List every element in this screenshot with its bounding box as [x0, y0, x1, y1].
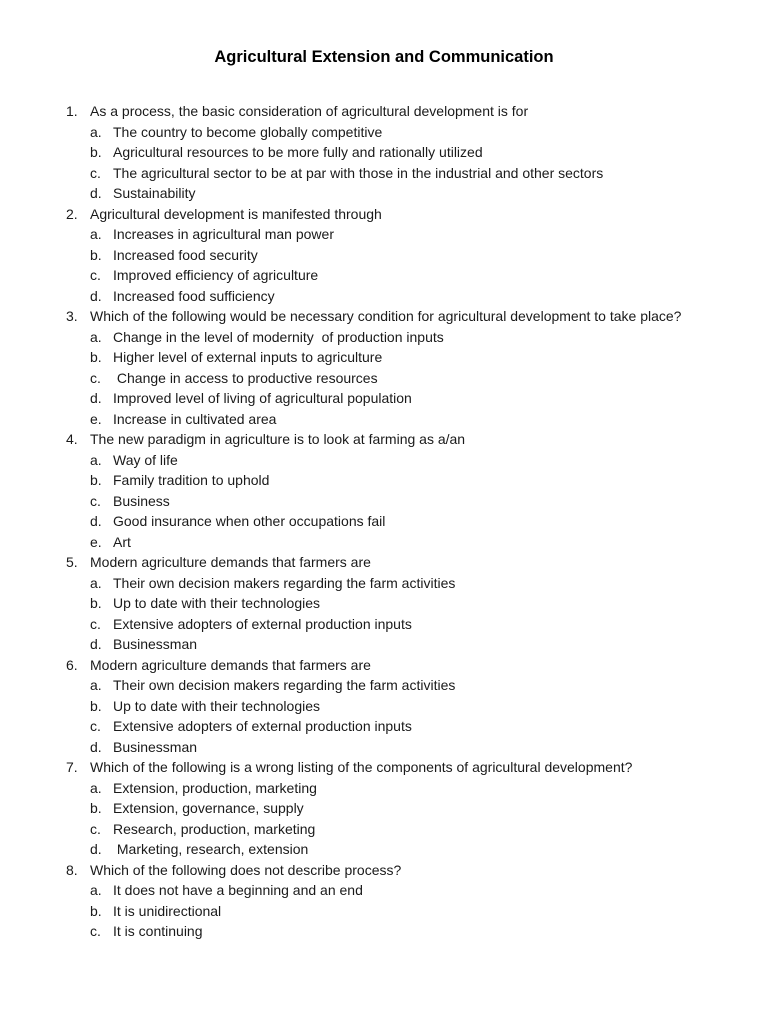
question-number: 2.	[66, 205, 78, 222]
option-list	[66, 573, 706, 655]
option-letter: c.	[90, 820, 101, 837]
question-item	[66, 429, 706, 552]
question-number: 1.	[66, 103, 78, 119]
option-letter: a.	[90, 677, 102, 693]
option-item	[90, 327, 706, 348]
option-item	[90, 901, 706, 922]
question-text: Which of the following would be necessary condition for agricultural development to take place?	[90, 308, 682, 324]
question-text: The new paradigm in agriculture is to look at farming as a/an	[90, 431, 466, 447]
option-item	[90, 819, 706, 840]
option-item	[90, 778, 706, 799]
question-text: Modern agriculture demands that farmers are	[90, 656, 371, 673]
option-text: Increased food sufficiency	[113, 287, 275, 304]
option-letter: c.	[90, 492, 101, 509]
option-item	[90, 511, 706, 532]
question-item	[66, 860, 706, 942]
option-item	[90, 183, 706, 204]
question-number: 3.	[66, 308, 78, 324]
option-letter: c.	[90, 718, 101, 734]
option-text: Extension, production, marketing	[113, 779, 317, 796]
question-row	[66, 306, 706, 327]
option-letter: d.	[90, 636, 102, 652]
option-letter: e.	[90, 410, 102, 427]
option-text: Extension, governance, supply	[113, 800, 304, 816]
option-text: Good insurance when other occupations fail	[113, 513, 386, 529]
option-text: Their own decision makers regarding the farm activities	[113, 677, 456, 693]
option-text: Higher level of external inputs to agriculture	[113, 349, 383, 365]
question-number: 6.	[66, 656, 78, 673]
option-list	[66, 327, 706, 430]
option-item	[90, 716, 706, 737]
document-title: Agricultural Extension and Communication	[214, 48, 554, 66]
option-letter: c.	[90, 923, 101, 939]
option-text: Improved level of living of agricultural population	[113, 390, 412, 406]
question-row	[66, 552, 706, 573]
option-text: Increases in agricultural man power	[113, 226, 334, 242]
option-item	[90, 921, 706, 942]
option-item	[90, 470, 706, 491]
question-item	[66, 655, 706, 758]
option-letter: a.	[90, 451, 102, 468]
option-text: Extensive adopters of external production inputs	[113, 718, 412, 734]
option-item	[90, 163, 706, 184]
option-item	[90, 737, 706, 758]
question-list	[66, 101, 706, 942]
option-text: Increased food security	[113, 246, 258, 263]
option-item	[90, 286, 706, 307]
option-letter: c.	[90, 615, 101, 632]
question-item	[66, 204, 706, 307]
question-row	[66, 757, 706, 778]
option-letter: b.	[90, 472, 102, 488]
question-number: 4.	[66, 431, 78, 447]
option-letter: b.	[90, 902, 102, 919]
option-letter: b.	[90, 246, 102, 263]
option-list	[66, 880, 706, 942]
option-item	[90, 450, 706, 471]
option-letter: a.	[90, 123, 102, 140]
option-letter: d.	[90, 841, 102, 857]
option-item	[90, 532, 706, 553]
option-item	[90, 265, 706, 286]
option-letter: d.	[90, 738, 102, 755]
option-text: Businessman	[113, 636, 198, 652]
option-letter: a.	[90, 328, 102, 345]
question-number: 5.	[66, 554, 78, 570]
option-text: It does not have a beginning and an end	[113, 882, 363, 898]
option-letter: d.	[90, 185, 102, 201]
option-text: It is unidirectional	[113, 902, 222, 919]
option-item	[90, 122, 706, 143]
option-letter: b.	[90, 800, 102, 816]
question-text: Agricultural development is manifested through	[90, 205, 382, 222]
question-item	[66, 101, 706, 204]
option-item	[90, 696, 706, 717]
option-text: Agricultural resources to be more fully and rationally utilized	[113, 144, 483, 160]
option-letter: c.	[90, 267, 101, 283]
option-item	[90, 675, 706, 696]
question-row	[66, 204, 706, 225]
question-item	[66, 757, 706, 860]
option-letter: a.	[90, 226, 102, 242]
option-letter: b.	[90, 349, 102, 365]
option-text: Way of life	[113, 451, 178, 468]
option-text: The agricultural sector to be at par with those in the industrial and other sectors	[113, 164, 604, 181]
question-text: Modern agriculture demands that farmers are	[90, 554, 371, 570]
question-row	[66, 860, 706, 881]
question-item	[66, 552, 706, 655]
option-item	[90, 839, 706, 860]
option-letter: b.	[90, 144, 102, 160]
option-letter: c.	[90, 164, 101, 181]
option-text: Family tradition to uphold	[113, 472, 270, 488]
option-list	[66, 450, 706, 553]
question-text: Which of the following does not describe process?	[90, 861, 402, 878]
option-list	[66, 224, 706, 306]
option-text: Change in the level of modernity of production inputs	[113, 328, 444, 345]
option-item	[90, 573, 706, 594]
question-row	[66, 655, 706, 676]
option-item	[90, 245, 706, 266]
option-text: Business	[113, 492, 170, 509]
option-text: It is continuing	[113, 923, 203, 939]
option-letter: d.	[90, 287, 102, 304]
option-text: Art	[113, 533, 131, 550]
question-text: As a process, the basic consideration of agricultural development is for	[90, 103, 529, 119]
option-text: Marketing, research, extension	[113, 841, 309, 857]
question-row	[66, 101, 706, 122]
option-text: The country to become globally competitive	[113, 123, 383, 140]
option-letter: d.	[90, 390, 102, 406]
option-list	[66, 122, 706, 204]
option-item	[90, 798, 706, 819]
option-item	[90, 491, 706, 512]
option-text: Increase in cultivated area	[113, 410, 277, 427]
option-letter: c.	[90, 369, 101, 386]
option-list	[66, 675, 706, 757]
option-item	[90, 347, 706, 368]
option-letter: a.	[90, 574, 102, 591]
option-text: Change in access to productive resources	[113, 369, 378, 386]
option-text: Up to date with their technologies	[113, 595, 321, 611]
option-item	[90, 224, 706, 245]
question-row	[66, 429, 706, 450]
question-number: 8.	[66, 861, 78, 878]
option-item	[90, 142, 706, 163]
option-item	[90, 614, 706, 635]
question-number: 7.	[66, 759, 78, 775]
option-text: Extensive adopters of external production inputs	[113, 615, 412, 632]
option-item	[90, 634, 706, 655]
option-item	[90, 409, 706, 430]
option-text: Their own decision makers regarding the farm activities	[113, 574, 456, 591]
question-text: Which of the following is a wrong listing of the components of agricultural development?	[90, 759, 633, 775]
option-text: Research, production, marketing	[113, 820, 316, 837]
option-letter: b.	[90, 697, 102, 714]
option-item	[90, 593, 706, 614]
option-letter: d.	[90, 513, 102, 529]
option-item	[90, 368, 706, 389]
question-item	[66, 306, 706, 429]
option-letter: a.	[90, 882, 102, 898]
option-text: Sustainability	[113, 185, 196, 201]
option-item	[90, 880, 706, 901]
option-text: Improved efficiency of agriculture	[113, 267, 319, 283]
option-text: Businessman	[113, 738, 198, 755]
option-item	[90, 388, 706, 409]
option-list	[66, 778, 706, 860]
option-letter: a.	[90, 779, 102, 796]
option-text: Up to date with their technologies	[113, 697, 321, 714]
option-letter: e.	[90, 533, 102, 550]
option-letter: b.	[90, 595, 102, 611]
